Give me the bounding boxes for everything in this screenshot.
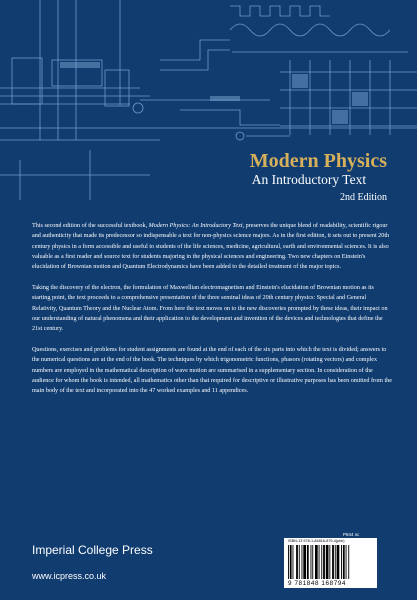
barcode-bar <box>290 545 292 579</box>
barcode-bar <box>312 545 313 579</box>
isbn-barcode <box>284 538 377 588</box>
barcode-bar <box>296 545 298 579</box>
book-subtitle: An Introductory Text <box>251 172 367 187</box>
barcode-bar <box>329 545 330 579</box>
barcode-bar <box>343 545 345 579</box>
title-block <box>250 150 387 204</box>
paragraph-2: Taking the discovery of the electron, the formulation of Maxwellian electromagnetism and Einstein's elucidation of Brownian motion as its starting point, the text proceeds to a comprehensive presentation of the three seminal ideas of 20th century physics: Special and General Relativity, Quantum Theory and the Nuclear Atom. From here the text moves on to the new discoveries prompted by these ideas, their impact on our understanding of natural phenomena and their application to the development and invention of the devices and technologies that define the 21st century. <box>32 284 388 333</box>
paragraph-3: Questions, exercises and problems for student assignments are found at the end of each of the six parts into which the text is divided; answers to the numerical questions are at the end of the book. The techniques by which trigonometric functions, phasors (rotating vectors) and complex numbers are employed in the mathematical description of wave motion are summarised in a supplementary section. In consideration of the audience for whom the book is intended, all mathematics other than that required for descriptive or illustrative purposes has been omitted from the main body of the text and incorporated into the 47 worked examples and 11 appendices. <box>32 346 392 395</box>
barcode-bar <box>346 545 347 579</box>
book-title: Modern Physics <box>249 150 387 172</box>
barcode-bar <box>348 545 349 579</box>
barcode-bar <box>337 545 340 579</box>
barcode-bar <box>303 545 306 579</box>
barcode-bar <box>299 545 300 579</box>
isbn-text: ISBN-13 978-1-84816-879-4(pbk) <box>288 539 345 543</box>
description-text <box>32 221 392 407</box>
barcode-bars <box>288 545 373 579</box>
barcode-bar <box>341 545 342 579</box>
barcode-bar <box>293 545 294 579</box>
barcode-bar <box>311 545 312 579</box>
barcode-bar <box>302 545 303 579</box>
barcode-bar <box>315 545 318 579</box>
edition-label: 2nd Edition <box>340 192 387 203</box>
barcode-bar <box>319 545 320 579</box>
barcode-bar <box>307 545 309 579</box>
barcode-bar <box>288 545 289 579</box>
barcode-bar <box>323 545 325 579</box>
paragraph-1: This second edition of the successful textbook, Modern Physics: An Introductory Text, preserves the unique blend of readability, scientific rigour and authenticity that made its predecessor so indispensable a text for non-physics science majors. As in the first edition, it sets out to present 20th century physics in a form accessible and useful to students of the life sciences, medicine, agricultural, earth and environmental sciences. It is also valuable as a first reader and source text for students majoring in the physical sciences and engineering. Two new chapters on Einstein's elucidation of Brownian motion and Quantum Electrodynamics have been added to the detailed treatment of the major topics. <box>32 223 390 271</box>
barcode-bar <box>326 545 329 579</box>
publisher-website: www.icpress.co.uk <box>32 571 107 581</box>
barcode-bar <box>321 545 322 579</box>
barcode-bar <box>335 545 336 579</box>
product-code: P844 sc <box>343 532 360 537</box>
barcode-number: 9 781848 168794 <box>288 580 347 587</box>
publisher-name: Imperial College Press <box>32 543 153 557</box>
barcode-bar <box>332 545 334 579</box>
